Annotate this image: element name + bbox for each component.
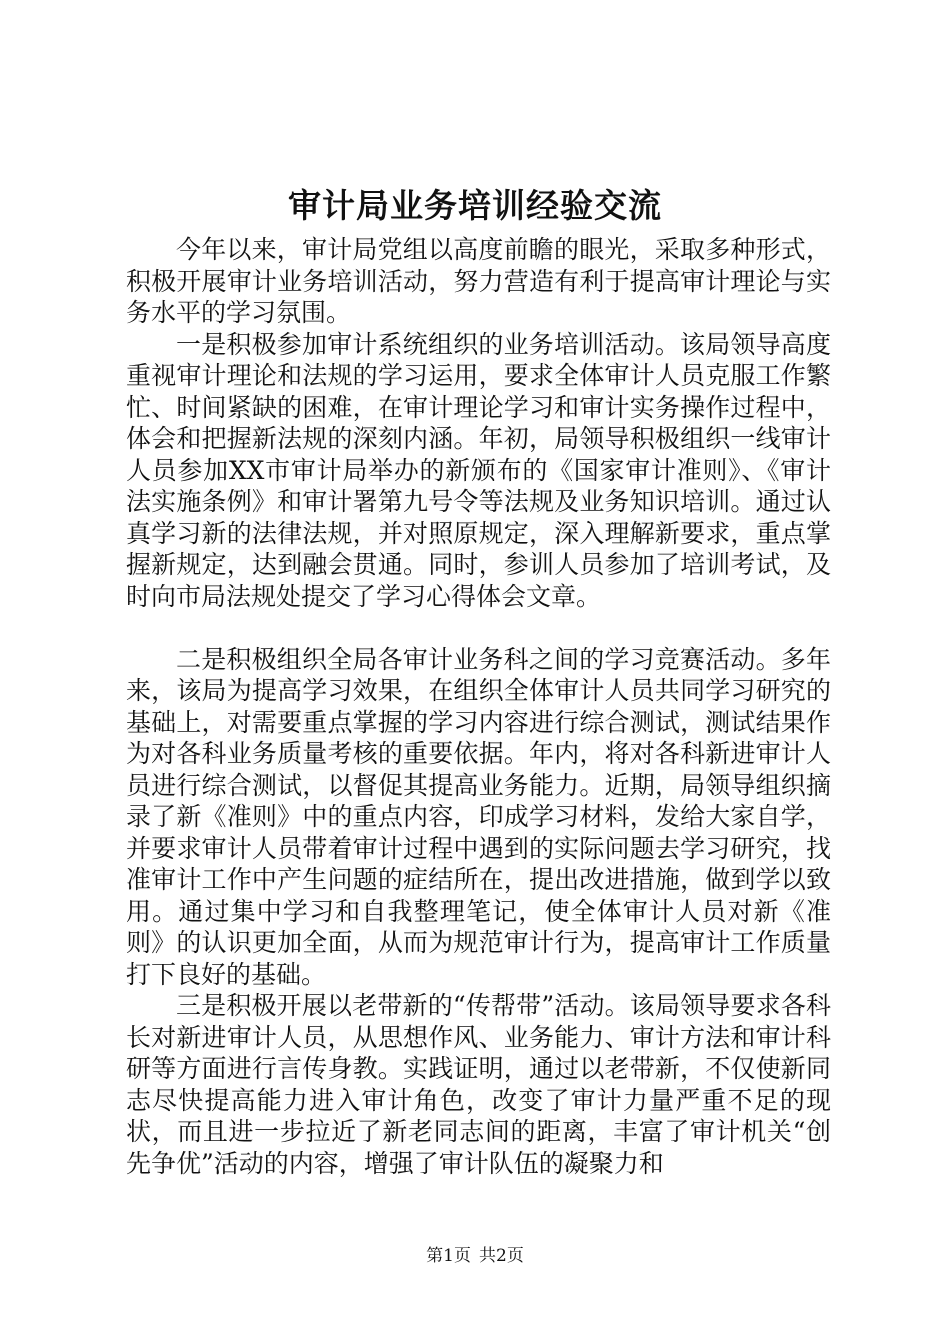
page-footer bbox=[0, 1244, 950, 1268]
document-body bbox=[126, 234, 831, 1179]
paragraph-point-two: 二是积极组织全局各审计业务科之间的学习竞赛活动。多年来，该局为提高学习效果，在组织全体审计人员共同学习研究的基础上，对需要重点掌握的学习内容进行综合测试，测试结果作为对各科业务质量考核的重要依据。年内，将对各科新进审计人员进行综合测试，以督促其提高业务能力。近期，局领导组织摘录了新《准则》中的重点内容，印成学习材料，发给大家自学，并要求审计人员带着审计过程中遇到的实际问题去学习研究，找准审计工作中产生问题的症结所在，提出改进措施，做到学以致用。通过集中学习和自我整理笔记，使全体审计人员对新《准则》的认识更加全面，从而为规范审计行为，提高审计工作质量打下良好的基础。 bbox=[126, 644, 831, 989]
page-total: 共2页 bbox=[479, 1246, 524, 1266]
paragraph-intro: 今年以来，审计局党组以高度前瞻的眼光，采取多种形式，积极开展审计业务培训活动，努力营造有利于提高审计理论与实务水平的学习氛围。 bbox=[126, 235, 831, 327]
paragraph-point-three: 三是积极开展以老带新的“传帮带”活动。该局领导要求各科长对新进审计人员，从思想作风、业务能力、审计方法和审计科研等方面进行言传身教。实践证明，通过以老带新，不仅使新同志尽快提高能力进入审计角色，改变了审计力量严重不足的现状，而且进一步拉近了新老同志间的距离，丰富了审计机关“创先争优”活动的内容，增强了审计队伍的凝聚力和 bbox=[126, 991, 831, 1178]
document-title: 审计局业务培训经验交流 bbox=[288, 186, 662, 225]
page-number: 第1页 bbox=[426, 1246, 471, 1266]
paragraph-point-one: 一是积极参加审计系统组织的业务培训活动。该局领导高度重视审计理论和法规的学习运用，要求全体审计人员克服工作繁忙、时间紧缺的困难，在审计理论学习和审计实务操作过程中，体会和把握新法规的深刻内涵。年初，局领导积极组织一线审计人员参加XX市审计局举办的新颁布的《国家审计准则》、《审计法实施条例》和审计署第九号令等法规及业务知识培训。通过认真学习新的法律法规，并对照原规定，深入理解新要求，重点掌握新规定，达到融会贯通。同时，参训人员参加了培训考试，及时向市局法规处提交了学习心得体会文章。 bbox=[126, 329, 831, 611]
